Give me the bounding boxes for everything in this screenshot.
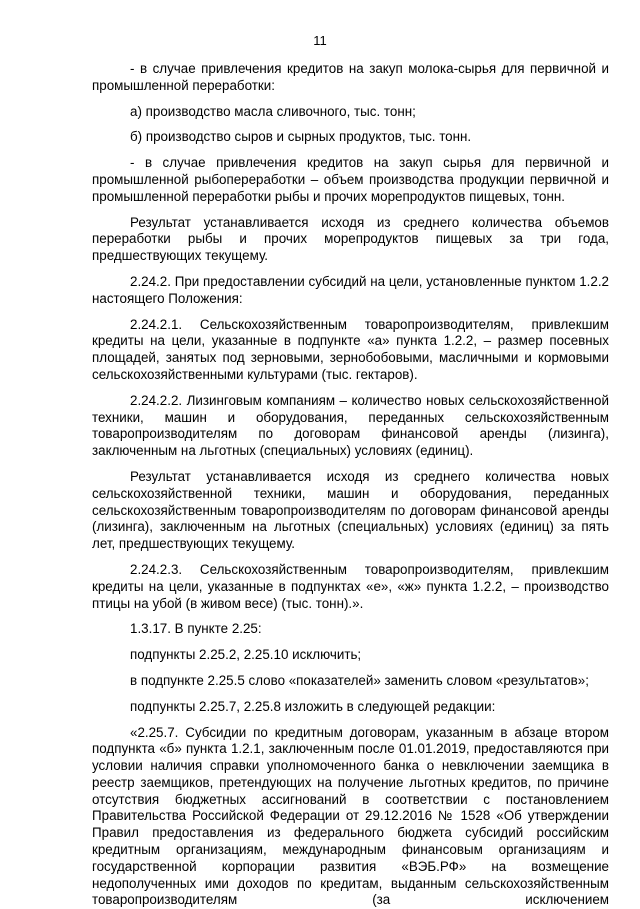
paragraph-2-24-2-3: 2.24.2.3. Сельскохозяйственным товаропроизводителям, привлекшим кредиты на цели, указанные в подпунктах «е», «ж» пункта 1.2.2, – производство птицы на убой (в живом весе) (тыс. тонн).».	[92, 562, 609, 612]
paragraph-fish-credit-case: - в случае привлечения кредитов на закуп сырья для первичной и промышленной рыбопереработки – объем производства продукции первичной и промышленной переработки рыбы и прочих морепродуктов пищевых, тонн.	[92, 155, 609, 205]
paragraph-replace-word: в подпункте 2.25.5 слово «показателей» заменить словом «результатов»;	[92, 673, 609, 690]
document-body	[92, 61, 609, 909]
paragraph-leasing-result: Результат устанавливается исходя из среднего количества новых сельскохозяйственной техники, машин и оборудования, переданных сельскохозяйственным товаропроизводителям по договорам финансовой аренды (лизинга), заключенным на льготных (специальных) условиях (единиц) за пять лет, предшествующих текущему.	[92, 469, 609, 553]
paragraph-exclude-subitems: подпункты 2.25.2, 2.25.10 исключить;	[92, 647, 609, 664]
paragraph-butter-production: а) производство масла сливочного, тыс. тонн;	[92, 104, 609, 121]
paragraph-2-25-7: «2.25.7. Субсидии по кредитным договорам, указанным в абзаце втором подпункта «б» пункта 1.2.1, заключенным после 01.01.2019, предоставляются при условии наличия справки уполномоченного банка о невключении заемщика в реестр заемщиков, претендующих на получение льготных кредитов, по причине отсутствия бюджетных ассигнований в соответствии с постановлением Правительства Российской Федерации от 29.12.2016 № 1528 «Об утверждении Правил предоставления из федерального бюджета субсидий российским кредитным организациям, международным финансовым организациям и государственной корпорации развития «ВЭБ.РФ» на возмещение недополученных ими доходов по кредитам, выданным сельскохозяйственным товаропроизводителям (за исключением	[92, 725, 609, 909]
paragraph-milk-credit-case: - в случае привлечения кредитов на закуп молока-сырья для первичной и промышленной переработки:	[92, 61, 609, 95]
paragraph-cheese-production: б) производство сыров и сырных продуктов, тыс. тонн.	[92, 129, 609, 146]
paragraph-2-24-2-1: 2.24.2.1. Сельскохозяйственным товаропроизводителям, привлекшим кредиты на цели, указанные в подпункте «а» пункта 1.2.2, – размер посевных площадей, занятых под зерновыми, зернобобовыми, масличными и кормовыми сельскохозяйственными культурами (тыс. гектаров).	[92, 317, 609, 384]
page-number: 11	[0, 33, 640, 49]
paragraph-2-24-2: 2.24.2. При предоставлении субсидий на цели, установленные пунктом 1.2.2 настоящего Положения:	[92, 274, 609, 308]
paragraph-2-24-2-2: 2.24.2.2. Лизинговым компаниям – количество новых сельскохозяйственной техники, машин и оборудования, переданных сельскохозяйственным товаропроизводителям по договорам финансовой аренды (лизинга), заключенным на льготных (специальных) условиях (единиц).	[92, 393, 609, 460]
paragraph-fish-result: Результат устанавливается исходя из среднего количества объемов переработки рыбы и прочих морепродуктов пищевых за три года, предшествующих текущему.	[92, 215, 609, 265]
paragraph-1-3-17: 1.3.17. В пункте 2.25:	[92, 621, 609, 638]
paragraph-new-edition: подпункты 2.25.7, 2.25.8 изложить в следующей редакции:	[92, 699, 609, 716]
